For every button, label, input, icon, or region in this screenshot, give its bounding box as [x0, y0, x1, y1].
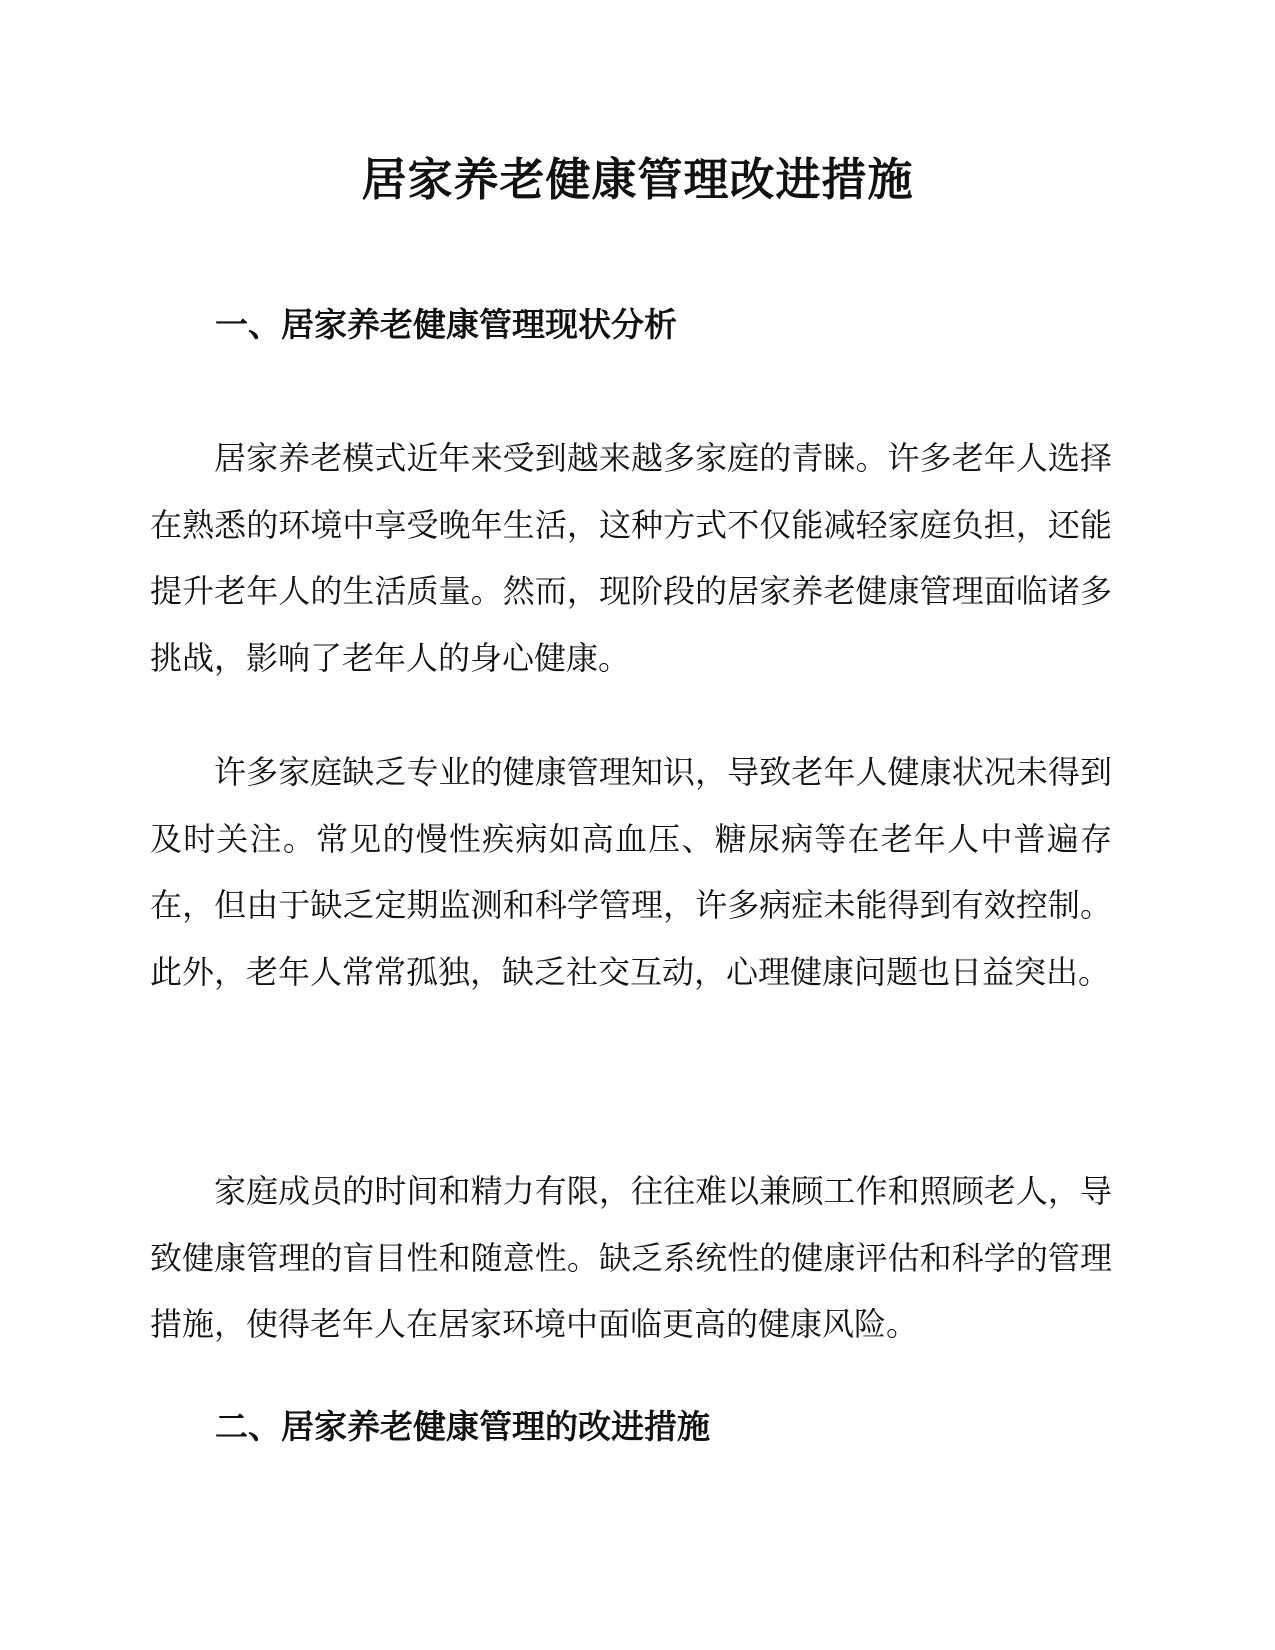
document-title: 居家养老健康管理改进措施	[361, 153, 914, 206]
paragraph: 居家养老模式近年来受到越来越多家庭的青睐。许多老年人选择在熟悉的环境中享受晚年生活，这种方式不仅能减轻家庭负担，还能提升老年人的生活质量。然而，现阶段的居家养老健康管理面临诸多挑战，影响了老年人的身心健康。	[150, 439, 1112, 677]
paragraph: 许多家庭缺乏专业的健康管理知识，导致老年人健康状况未得到及时关注。常见的慢性疾病如高血压、糖尿病等在老年人中普遍存在，但由于缺乏定期监测和科学管理，许多病症未能得到有效控制。此外，老年人常常孤独，缺乏社交互动，心理健康问题也日益突出。	[150, 753, 1112, 991]
section-heading-improvement-measures: 二、居家养老健康管理的改进措施	[215, 1407, 710, 1446]
section-heading-status-analysis: 一、居家养老健康管理现状分析	[215, 305, 677, 344]
paragraph: 家庭成员的时间和精力有限，往往难以兼顾工作和照顾老人，导致健康管理的盲目性和随意性。缺乏系统性的健康评估和科学的管理措施，使得老年人在居家环境中面临更高的健康风险。	[150, 1172, 1112, 1343]
